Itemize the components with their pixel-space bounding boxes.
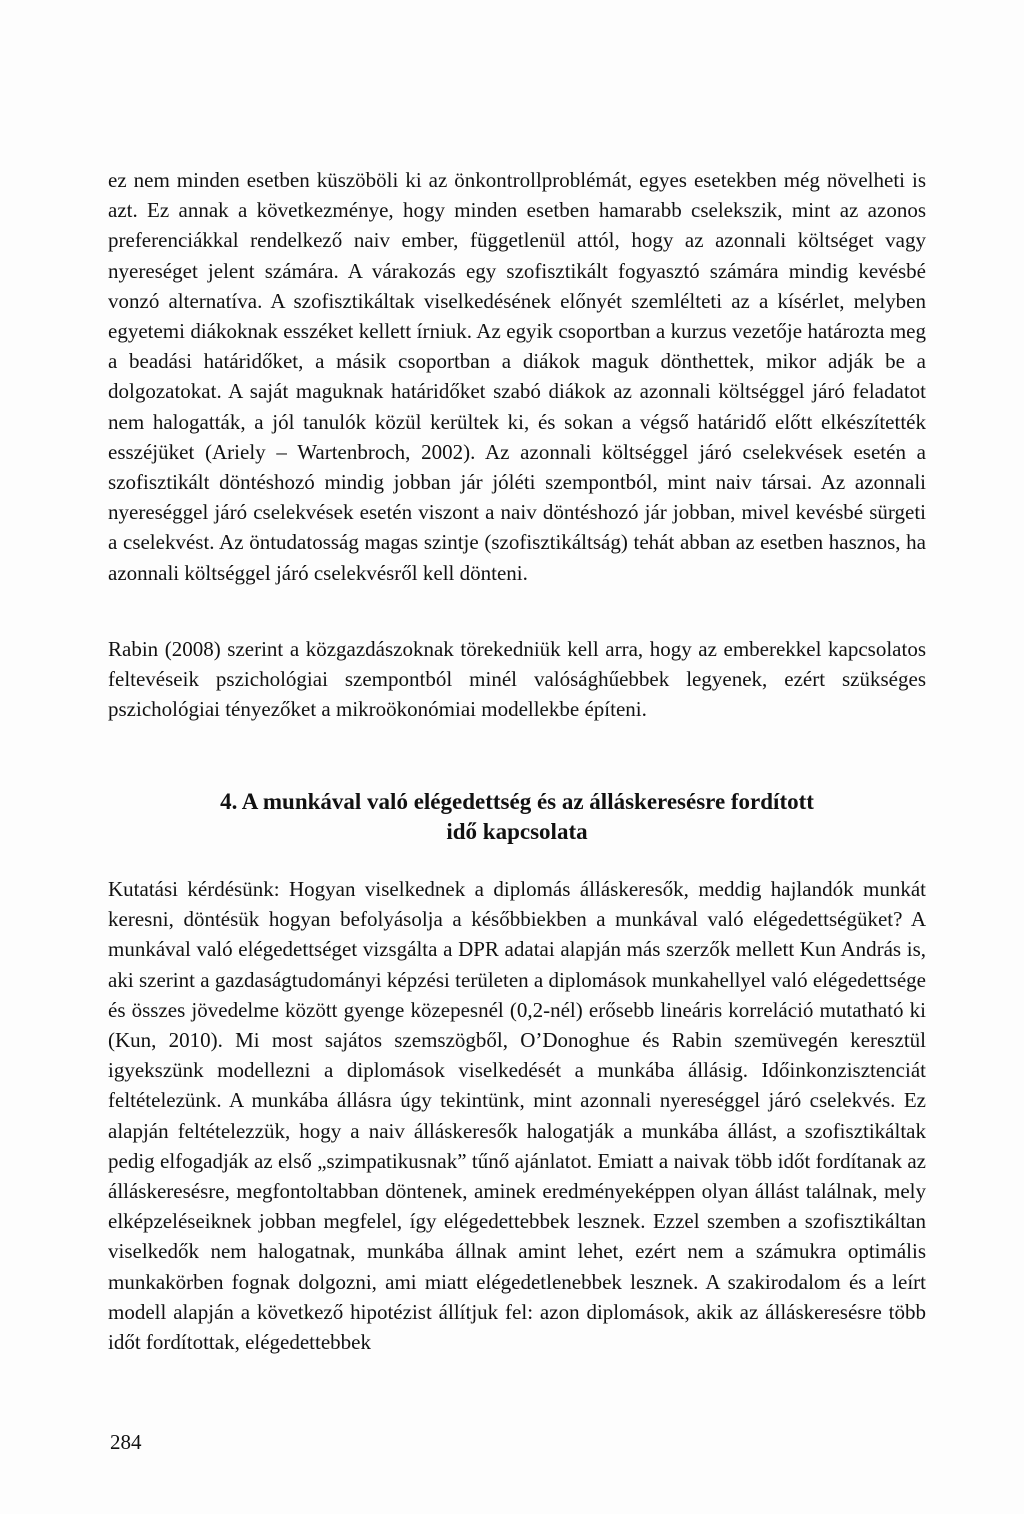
- paragraph-text: Kutatási kérdésünk: Hogyan viselkednek a diplomás álláskeresők, meddig hajlandók munkát keresni, döntésük hogyan befolyásolja a későbbiekben a munkával való elégedettségüket? A munkával való elégedettséget vizsgálta a DPR adatai alapján más szerzők mellett Kun András is, aki szerint a gazdaságtudományi képzési területen a diplomások munkahellyel való elégedettsége és összes jövedelme között gyenge közepesnél (0,2-nél) erősebb lineáris korreláció mutatható ki (Kun, 2010). Mi most sajátos szemszögből, O’Donoghue és Rabin szemüvegén keresztül igyekszünk modellezni a diplomások viselkedését a munkába állásig. Időinkonzisztenciát feltételezünk. A munkába állásra úgy tekintünk, mint azonnali nyereséggel járó cselekvés. Ez alapján feltételezzük, hogy a naiv álláskeresők halogatják a munkába állást, a szofisztikáltak pedig elfogadják az első „szimpatikusnak” tűnő ajánlatot. Emiatt a naivak több időt fordítanak az álláskeresésre, megfontoltabban döntenek, aminek eredményeképpen olyan állást találnak, mely elképzeléseiknek jobban megfelel, így elégedettebbek lesznek. Ezzel szemben a szofisztikáltan viselkedők nem halogatnak, munkába állnak amint lehet, ezért nem a számukra optimális munkakörben fognak dolgozni, ami miatt elégedetlenebbek lesznek. A szakirodalom és a leírt modell alapján a következő hipotézist állítjuk fel: azon diplomások, akik az álláskeresésre több időt fordítottak, elégedettebbek: [108, 877, 926, 1355]
- body-paragraph-3: [108, 874, 926, 1357]
- page-number: 284: [110, 1430, 142, 1454]
- body-paragraph-2: [108, 634, 926, 725]
- section-heading: [108, 787, 926, 847]
- paragraph-text: Rabin (2008) szerint a közgazdászoknak törekedniük kell arra, hogy az emberekkel kapcsolatos feltevéseik pszichológiai szempontból minél valósághűebbek legyenek, ezért szükséges pszichológiai tényezőket a mikroökonómiai modellekbe építeni.: [108, 637, 926, 722]
- body-paragraph-1: [108, 165, 926, 588]
- paragraph-text: ez nem minden esetben küszöböli ki az önkontrollproblémát, egyes esetekben még növelheti is azt. Ez annak a következménye, hogy minden esetben hamarabb cselekszik, mint az azonos preferenciákkal rendelkező naiv ember, függetlenül attól, hogy az azonnali költséget vagy nyereséget jelent számára. A várakozás egy szofisztikált fogyasztó számára mindig kevésbé vonzó alternatíva. A szofisztikáltak viselkedésének előnyét szemlélteti az a kísérlet, melyben egyetemi diákoknak esszéket kellett írniuk. Az egyik csoportban a kurzus vezetője határozta meg a beadási határidőket, a másik csoportban a diákok maguk dönthettek, mikor adják be a dolgozatokat. A saját maguknak határidőket szabó diákok az azonnali költséggel járó feladatot nem halogatták, a jól tanulók közül kerültek ki, és sokan a végső határidő előtt elkészítették esszéjüket (Ariely – Wartenbroch, 2002). Az azonnali költséggel járó cselekvések esetén a szofisztikált döntéshozó mindig jobban jár jóléti szempontból, mint naiv társai. Az azonnali nyereséggel járó cselekvések esetén viszont a naiv döntéshozó jár jobban, mivel kevésbé sürgeti a cselekvést. Az öntudatosság magas szintje (szofisztikáltság) tehát abban az esetben hasznos, ha azonnali költséggel járó cselekvésről kell dönteni.: [108, 168, 926, 585]
- section-heading-line-1: 4. A munkával való elégedettség és az álláskeresésre fordított: [220, 789, 814, 814]
- section-heading-line-2: idő kapcsolata: [446, 819, 588, 844]
